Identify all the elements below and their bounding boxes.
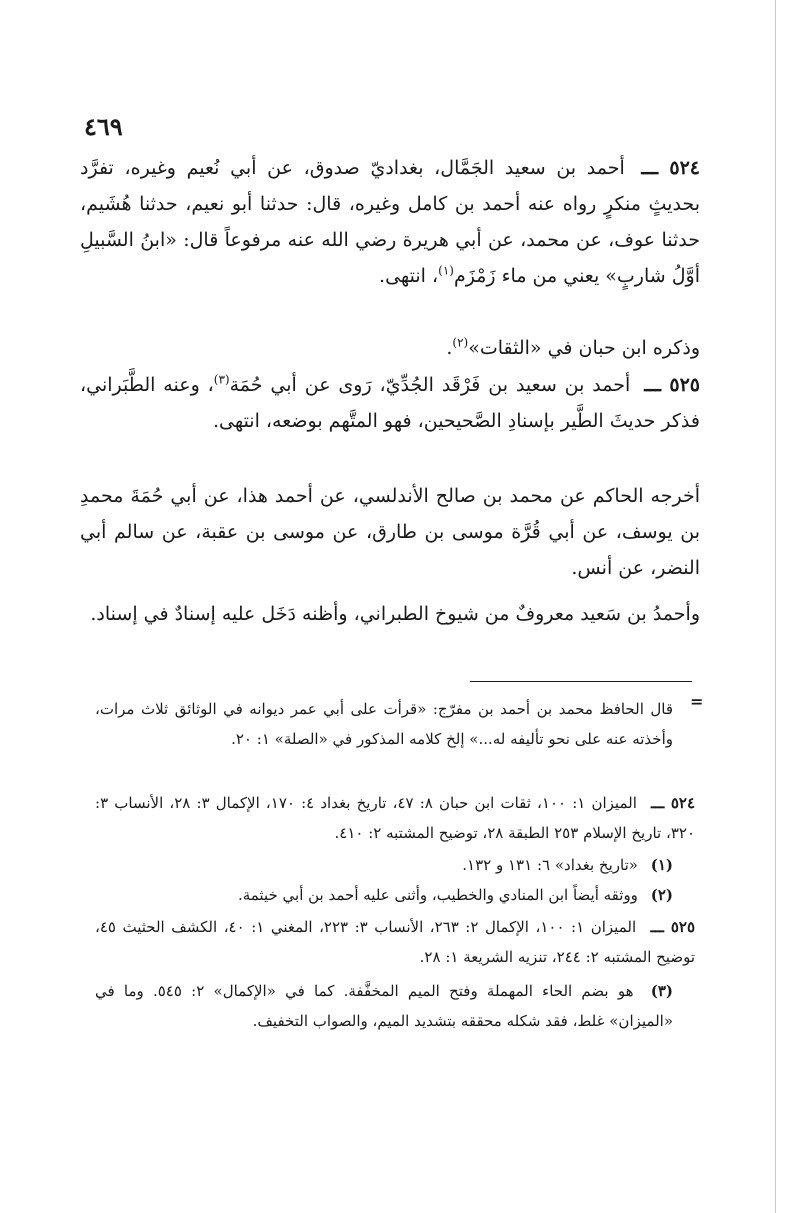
entry-number: ٥٢٤ ـــ — [641, 157, 700, 179]
entry-525-paragraph: أخرجه الحاكم عن محمد بن صالح الأندلسي، عن أحمد هذا، عن أبي حُمَةَ محمدِ بن يوسف، عن أبي قُرَّة موسى بن طارق، عن موسى بن عقبة، عن سالم أبي النضر، عن أنس. — [80, 485, 700, 579]
entry-text: ، وعنه الطَّبَراني، فذكر حديثَ الطَّير بإسنادِ الصَّحيحين، فهو المتَّهم بوضعه، انتهى. — [80, 374, 700, 432]
footnote-text: الميزان ١: ١٠٠، ثقات ابن حبان ٨: ٤٧، تاريخ بغداد ٤: ١٧٠، الإكمال ٣: ٢٨، الأنساب ٣: ٣٢٠، تاريخ الإسلام ٢٥٣ الطبقة ٢٨، توضيح المشتبه ٢: ٤١٠. — [95, 794, 695, 842]
footnote-1 — [95, 850, 695, 880]
entry-number: ٥٢٥ ـــ — [644, 374, 700, 396]
footnote-ref: (٣) — [213, 372, 230, 387]
footnote-text: الميزان ١: ١٠٠، الإكمال ٢: ٢٦٣، الأنساب ٣: ٢٢٣، المغني ١: ٤٠، الكشف الحثيث ٤٥، توضيح المشتبه ٢: ٢٤٤، تنزيه الشريعة ١: ٢٨. — [95, 918, 695, 966]
sources-525 — [95, 912, 695, 972]
page-number: ٤٦٩ — [84, 112, 123, 141]
entry-524-note — [80, 330, 700, 366]
footnote-divider — [470, 681, 692, 682]
footnote-text: هو بضم الحاء المهملة وفتح الميم المخفَّفة. كما في «الإكمال» ٢: ٥٤٥. وما في «الميزان» غلط، فقد شكله محققه بتشديد الميم، والصواب التخفيف. — [95, 982, 673, 1030]
footnote-text: ووثقه أيضاً ابن المنادي والخطيب، وأثنى عليه أحمد بن أبي خيثمة. — [237, 886, 638, 904]
entry-text: أحمد بن سعيد بن فَرْقَد الجُدِّيّ، رَوى عن أبي حُمَة — [229, 374, 631, 396]
entry-525-paragraph: وأحمدُ بن سَعيد معروفٌ من شيوخ الطبراني، وأظنه دَخَل عليه إسنادٌ في إسناد. — [90, 603, 700, 625]
footnote-continuation — [95, 694, 695, 754]
footnote-ref: (١) — [438, 263, 454, 278]
sources-524 — [95, 788, 695, 848]
binding-edge — [775, 0, 776, 1213]
footnote-3 — [95, 976, 695, 1036]
footnote-number: ٥٢٥ ـــ — [650, 918, 695, 936]
continuation-mark: = — [690, 692, 704, 711]
footnote-2 — [95, 880, 695, 910]
footnote-text: «تاريخ بغداد» ٦: ١٣١ و ١٣٢. — [462, 856, 638, 874]
entry-text: . — [446, 337, 453, 359]
entry-text: ، انتهى. — [379, 265, 439, 287]
footnote-number: (٢) — [650, 886, 673, 904]
footnote-number: ٥٢٤ ـــ — [651, 794, 695, 812]
footnote-text: قال الحافظ محمد بن أحمد بن مفرّج: «قرأت على أبي عمر ديوانه في الوثائق ثلاث مرات، وأخذته عنه على نحو تأليفه له...» إلخ كلامه المذكور في «الصلة» ١: ٢٠. — [95, 700, 673, 748]
footnote-number: (٣) — [650, 982, 673, 1000]
entry-text: وذكره ابن حبان في «الثقات» — [468, 337, 700, 359]
footnote-number: (١) — [650, 856, 673, 874]
entry-524 — [80, 150, 700, 294]
footnote-ref: (٢) — [452, 335, 469, 350]
entry-text: أحمد بن سعيد الجَمَّال، بغداديّ صدوق، عن أبي نُعيم وغيره، تفرَّد بحديثٍ منكرٍ رواه عنه أحمد بن كامل وغيره، قال: حدثنا أبو نعيم، حدثنا هُشَيم، حدثنا عوف، عن محمد، عن أبي هريرة رضي الله عنه مرفوعاً قال: «ابنُ السَّبيلِ أوَّلُ شاربٍ» يعني من ماء زَمْزَم — [80, 157, 700, 287]
entry-525 — [80, 367, 700, 439]
